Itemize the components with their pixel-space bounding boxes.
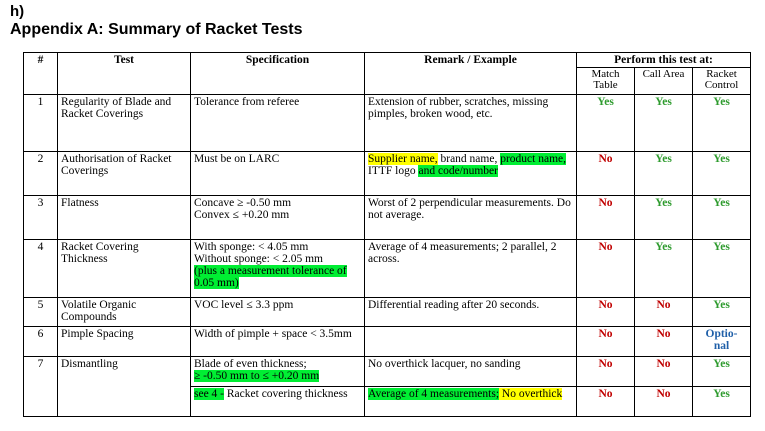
remark-text: brand name, [437, 153, 501, 165]
row-racket-control: Yes [693, 298, 751, 327]
row-call-area: Yes [635, 196, 693, 240]
spec-line: Convex ≤ +0.20 mm [194, 209, 290, 221]
row-test: Flatness [58, 196, 191, 240]
row-test: Regularity of Blade and Racket Coverings [58, 95, 191, 152]
row-spec [191, 357, 365, 387]
highlight-product: product name, [500, 153, 567, 165]
page-title: Appendix A: Summary of Racket Tests [10, 21, 303, 38]
row-racket-control: Optio-nal [693, 327, 751, 357]
row-number: 3 [24, 196, 58, 240]
table-row [24, 152, 751, 196]
header-num: # [24, 53, 58, 95]
row-spec [191, 387, 365, 417]
remark-text: ITTF logo [368, 165, 419, 177]
row-match-table: No [577, 387, 635, 417]
table-row [24, 357, 751, 387]
header-perform: Perform this test at: [577, 53, 751, 68]
row-match-table: No [577, 152, 635, 196]
row-match-table: No [577, 327, 635, 357]
header-test: Test [58, 53, 191, 95]
row-remark [365, 152, 577, 196]
racket-tests-table [23, 52, 751, 417]
row-test: Authorisation of Racket Coverings [58, 152, 191, 196]
row-call-area: Yes [635, 95, 693, 152]
highlight-range: ≥ -0.50 mm to ≤ +0.20 mm [194, 370, 320, 382]
header-specification: Specification [191, 53, 365, 95]
row-call-area: No [635, 387, 693, 417]
row-spec: Tolerance from referee [191, 95, 365, 152]
header-racket-control: Racket Control [693, 68, 751, 95]
row-remark: Extension of rubber, scratches, missing pimples, broken wood, etc. [365, 95, 577, 152]
row-number: 1 [24, 95, 58, 152]
row-number: 2 [24, 152, 58, 196]
row-number: 7 [24, 357, 58, 417]
row-test: Pimple Spacing [58, 327, 191, 357]
row-match-table: Yes [577, 95, 635, 152]
row-spec: VOC level ≤ 3.3 ppm [191, 298, 365, 327]
row-match-table: No [577, 298, 635, 327]
row-call-area: No [635, 357, 693, 387]
row-spec: Width of pimple + space < 3.5mm [191, 327, 365, 357]
row-remark [365, 327, 577, 357]
row-call-area: No [635, 327, 693, 357]
row-spec [191, 240, 365, 298]
row-racket-control: Yes [693, 240, 751, 298]
row-remark: Worst of 2 perpendicular measurements. Do not average. [365, 196, 577, 240]
highlight-overthick: No overthick [499, 388, 563, 400]
row-match-table: No [577, 357, 635, 387]
row-racket-control: Yes [693, 95, 751, 152]
table-row [24, 327, 751, 357]
row-racket-control: Yes [693, 387, 751, 417]
table-row [24, 240, 751, 298]
spec-line: Without sponge: < 2.05 mm [194, 253, 324, 265]
highlight-average: Average of 4 measurements; [368, 388, 500, 400]
highlight-tolerance: (plus a measurement tolerance of 0.05 mm) [194, 265, 347, 289]
row-test: Dismantling [58, 357, 191, 417]
row-racket-control: Yes [693, 196, 751, 240]
row-call-area: Yes [635, 240, 693, 298]
highlight-supplier: Supplier name, [368, 153, 438, 165]
table-row [24, 95, 751, 152]
highlight-see4: see 4 - [194, 388, 225, 400]
spec-text: Racket covering thickness [224, 388, 348, 400]
spec-line: With sponge: < 4.05 mm [194, 241, 309, 253]
row-racket-control: Yes [693, 357, 751, 387]
row-spec [191, 196, 365, 240]
row-number: 6 [24, 327, 58, 357]
header-remark: Remark / Example [365, 53, 577, 95]
highlight-code: and code/number [418, 165, 498, 177]
section-letter: h) [10, 3, 25, 20]
row-match-table: No [577, 196, 635, 240]
row-remark: No overthick lacquer, no sanding [365, 357, 577, 387]
row-test: Racket Covering Thickness [58, 240, 191, 298]
spec-line: Blade of even thickness; [194, 358, 307, 370]
row-call-area: Yes [635, 152, 693, 196]
row-match-table: No [577, 240, 635, 298]
header-call-area: Call Area [635, 68, 693, 95]
row-test: Volatile Organic Compounds [58, 298, 191, 327]
table-row [24, 298, 751, 327]
row-number: 4 [24, 240, 58, 298]
table-row [24, 196, 751, 240]
row-call-area: No [635, 298, 693, 327]
row-remark [365, 387, 577, 417]
row-remark: Average of 4 measurements; 2 parallel, 2 across. [365, 240, 577, 298]
header-match-table: Match Table [577, 68, 635, 95]
row-spec: Must be on LARC [191, 152, 365, 196]
row-racket-control: Yes [693, 152, 751, 196]
spec-line: Concave ≥ -0.50 mm [194, 197, 292, 209]
row-remark: Differential reading after 20 seconds. [365, 298, 577, 327]
row-number: 5 [24, 298, 58, 327]
